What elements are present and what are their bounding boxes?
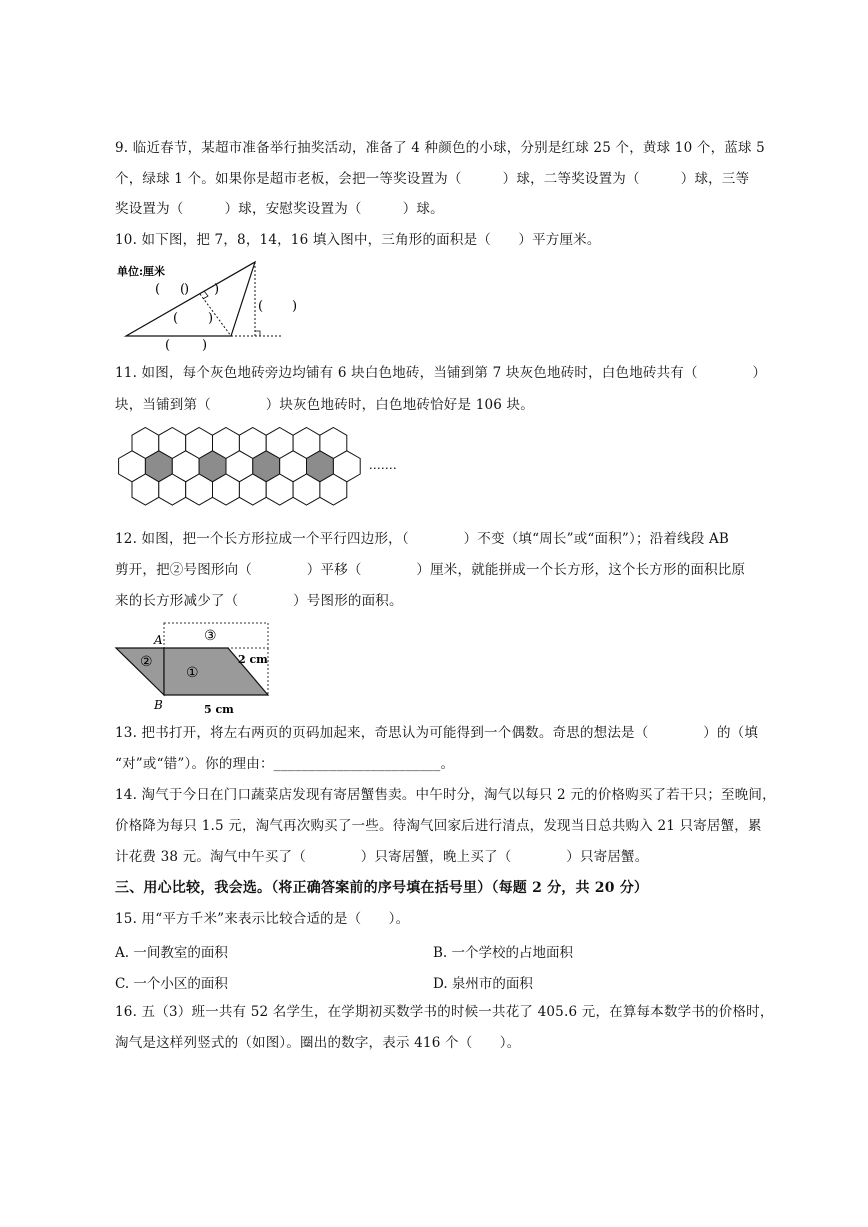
q12-line-1: 12. 如图，把一个长方形拉成一个平行四边形，（ ）不变（填“周长”或“面积”）；沿着线段 AB <box>115 531 730 547</box>
q9-line-2: 个，绿球 1 个。如果你是超市老板，会把一等奖设置为（ ）球，二等奖设置为（ ）球，三等 <box>115 171 750 187</box>
svg-text:(: ( <box>173 311 179 326</box>
q12-side-label: 2 cm <box>238 653 268 666</box>
q16-line-2: 淘气是这样列竖式的（如图）。圈出的数字，表示 416 个（ ）。 <box>115 1035 521 1051</box>
svg-text:): ) <box>208 311 214 326</box>
q15-stem: 15. 用“平方千米”来表示比较合适的是（ ）。 <box>115 911 410 927</box>
q12-label-1: ① <box>186 665 199 681</box>
q12-parallelogram-figure <box>112 618 282 718</box>
q11-line-2: 块，当铺到第（ ）块灰色地砖时，白色地砖恰好是 106 块。 <box>115 397 534 413</box>
q15-option-c: C. 一个小区的面积 <box>115 976 228 992</box>
section-3-heading: 三、用心比较，我会选。（将正确答案前的序号填在括号里）（每题 2 分，共 20 分） <box>115 880 649 896</box>
q15-option-b: B. 一个学校的占地面积 <box>433 945 574 961</box>
q12-label-a: A <box>154 633 163 647</box>
svg-text:(: ( <box>165 338 171 353</box>
q15-option-d: D. 泉州市的面积 <box>433 976 533 992</box>
q12-label-b: B <box>154 698 163 712</box>
q11-line-1: 11. 如图，每个灰色地砖旁边均铺有 6 块白色地砖，当铺到第 7 块灰色地砖时，白色地砖共有（ ） <box>115 365 767 381</box>
q12-label-2: ② <box>140 654 153 670</box>
svg-text:): ) <box>184 282 190 297</box>
q13-line-2: “对”或“错”）。你的理由：________________________。 <box>115 756 455 772</box>
q9-line-3: 奖设置为（ ）球，安慰奖设置为（ ）球。 <box>115 201 444 217</box>
q12-line-2: 剪开，把②号图形向（ ）平移（ ）厘米，就能拼成一个长方形，这个长方形的面积比原 <box>115 562 746 578</box>
q9-line-1: 9. 临近春节，某超市准备举行抽奖活动，准备了 4 种颜色的小球，分别是红球 25 个，黄球 10 个，蓝球 5 <box>115 140 765 156</box>
svg-text:(: ( <box>155 282 161 297</box>
q12-line-3: 来的长方形减少了（ ）号图形的面积。 <box>115 593 403 609</box>
svg-text:): ) <box>202 338 208 353</box>
q16-line-1: 16. 五（3）班一共有 52 名学生，在学期初买数学书的时候一共花了 405.6 元，在算每本数学书的价格时， <box>115 1004 774 1020</box>
svg-text:(: ( <box>180 282 186 297</box>
q14-line-1: 14. 淘气于今日在门口蔬菜店发现有寄居蟹售卖。中午时分，淘气以每只 2 元的价格购买了若干只；至晚间， <box>115 787 776 803</box>
svg-text:(: ( <box>258 299 264 314</box>
svg-text:): ) <box>214 282 220 297</box>
q10-line-1: 10. 如下图，把 7，8，14，16 填入图中，三角形的面积是（ ）平方厘米。 <box>115 232 601 248</box>
q11-hexagon-tiles-figure <box>112 425 402 515</box>
q12-label-3: ③ <box>204 628 217 644</box>
q15-option-a: A. 一间教室的面积 <box>115 945 228 961</box>
q14-line-3: 计花费 38 元。淘气中午买了（ ）只寄居蟹，晚上买了（ ）只寄居蟹。 <box>115 849 649 865</box>
q13-line-1: 13. 把书打开，将左右两页的页码加起来，奇思认为可能得到一个偶数。奇思的想法是（ ）的（填 <box>115 725 759 741</box>
q10-unit-label: 单位:厘米 <box>117 265 166 278</box>
svg-text:): ) <box>292 299 298 314</box>
q12-base-label: 5 cm <box>204 703 234 716</box>
q10-triangle-figure <box>112 258 312 353</box>
q14-line-2: 价格降为每只 1.5 元，淘气再次购买了一些。待淘气回家后进行清点，发现当日总共购入 21 只寄居蟹，累 <box>115 818 762 834</box>
